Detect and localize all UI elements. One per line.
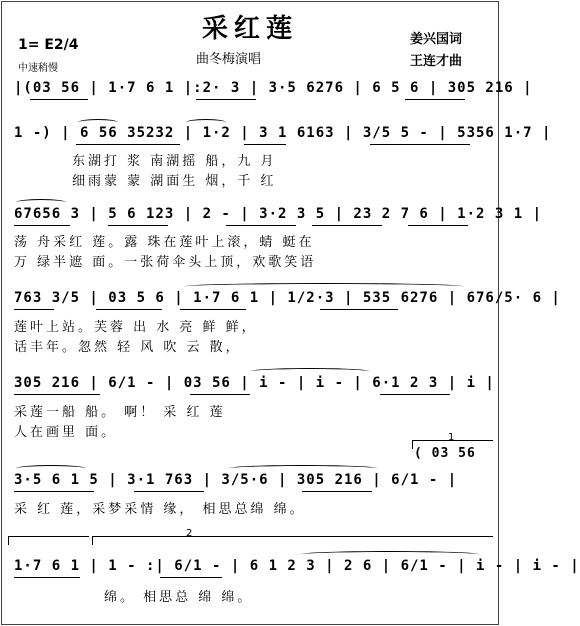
lyric-line-6: 采 红 莲，采梦采情 缘， 相思总绵 绵。 bbox=[14, 502, 306, 517]
score-line-6: 3·5 6 1 5 | 3·1 763 | 3/5·6 | 305 216 | 6/1 - | bbox=[14, 472, 458, 488]
score-line-1: |(03 56 | 1·7 6 1 |:2· 3 | 3·5 6276 | 6 5 6 | 305 216 | bbox=[14, 80, 533, 96]
singer-credit: 曲冬梅演唱 bbox=[196, 52, 262, 67]
score-line-5: 305 216 | 6/1 - | 03 56 | i - | i - | 6·1 2 3 | i | bbox=[14, 375, 495, 391]
score-line-7: 1·7 6 1 | 1 - :| 6/1 - | 6 1 2 3 | 2 6 | 6/1 - | i - | i - | bbox=[14, 558, 580, 574]
volta-1-music: ( 03 56 bbox=[414, 446, 476, 461]
lyric-line-3a: 荡 舟采红 莲。露 珠在莲叶上滚，蜻 蜓在 bbox=[14, 235, 315, 250]
lyric-line-2b: 细雨蒙 蒙 湖面生 烟，千 红 bbox=[72, 174, 277, 189]
score-line-3: 67656 3 | 5 6 123 | 2 - | 3·2 3 5 | 23 2 7 6 | 1·2 3 1 | bbox=[14, 206, 543, 222]
lyric-line-4b: 话丰年。忽然 轻 风 吹 云 散， bbox=[14, 340, 242, 355]
score-line-4: 763 3/5 | 03 5 6 | 1·7 6 1 | 1/2·3 | 535 6276 | 676/5· 6 | bbox=[14, 290, 561, 306]
lyric-line-5a: 采莲一船 船。 啊！ 采 红 莲 bbox=[14, 405, 226, 420]
volta-2-label: 2 bbox=[186, 528, 193, 539]
lyric-line-2a: 东湖打 浆 南湖摇 船，九 月 bbox=[72, 154, 277, 169]
score-line-2: 1 -) | 6 56 35232 | 1·2 | 3 1 6163 | 3/5 5 - | 5356 1·7 | bbox=[14, 125, 552, 141]
lyric-line-3b: 万 绿半遮 面。一张荷伞头上顶，欢歌笑语 bbox=[14, 255, 317, 270]
lyric-line-4a: 莲叶上站。芙蓉 出 水 亮 鲜 鲜， bbox=[14, 320, 258, 335]
volta-1-label: 1 bbox=[448, 432, 455, 443]
key-signature: 1= E2/4 bbox=[18, 37, 79, 53]
song-title: 采红莲 bbox=[201, 14, 298, 44]
lyric-line-5b: 人在画里 面。 bbox=[14, 425, 118, 440]
lyricist-credit: 姜兴国词 bbox=[410, 32, 463, 47]
lyric-line-7: 绵。 相思总 绵 绵。 bbox=[104, 590, 254, 605]
volta-2-bracket bbox=[92, 536, 493, 545]
volta-1b-bracket bbox=[8, 536, 89, 545]
tempo-marking: 中速稍慢 bbox=[18, 63, 58, 74]
composer-credit: 王连才曲 bbox=[410, 54, 463, 69]
